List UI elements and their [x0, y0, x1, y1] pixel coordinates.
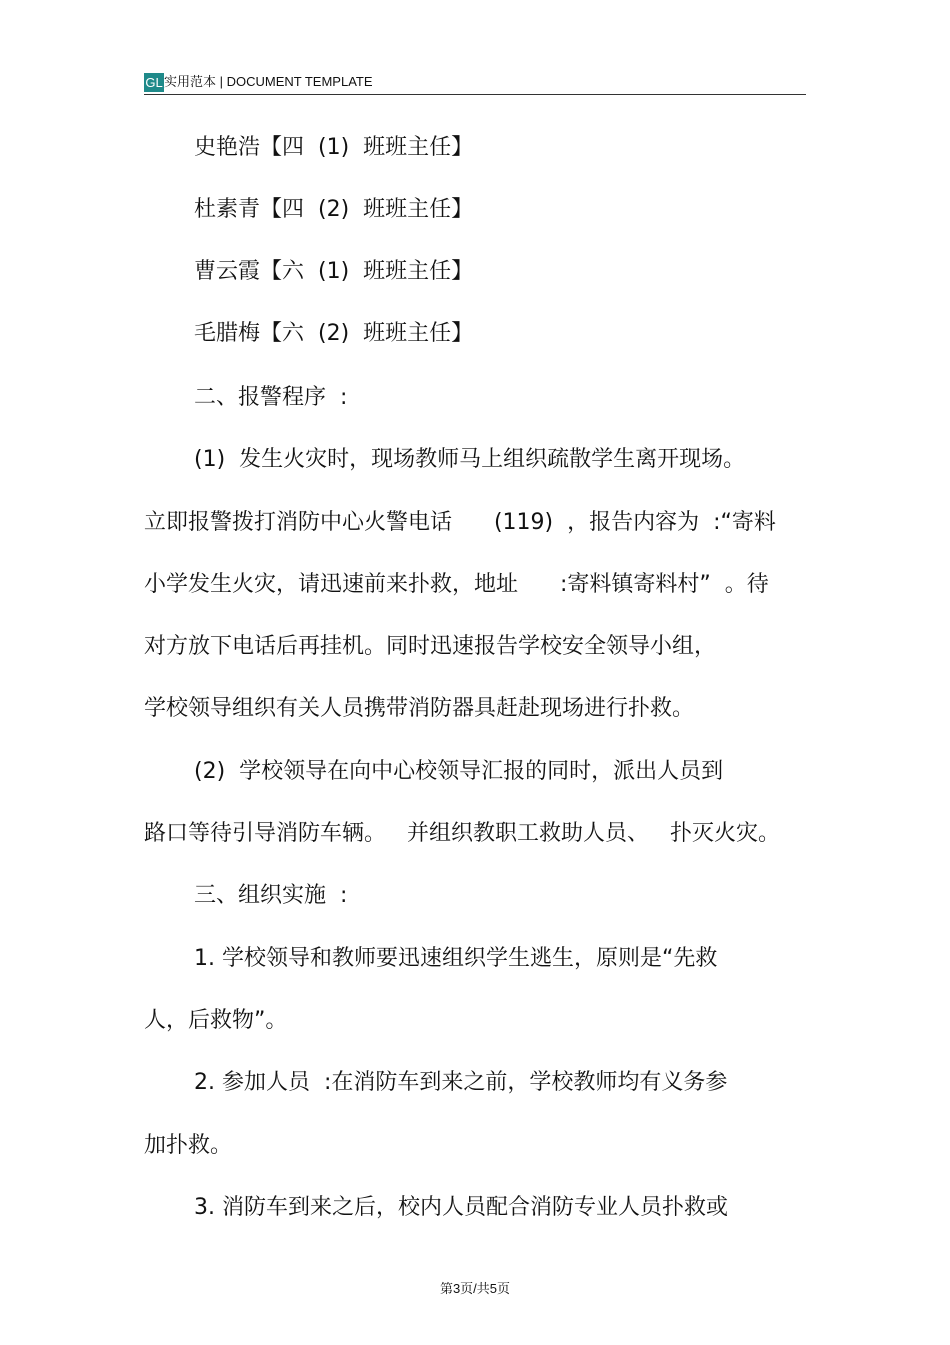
text-line: (2) 学校领导在向中心校领导汇报的同时，派出人员到	[194, 759, 724, 784]
text-line: (1) 发生火灾时，现场教师马上组织疏散学生离开现场。	[194, 447, 746, 472]
text-line: 加扑救。	[144, 1133, 233, 1158]
text-line: 曹云霞【六 (1) 班班主任】	[194, 259, 474, 284]
document-header	[144, 70, 806, 95]
text-line: 人，后救物”。	[144, 1008, 288, 1033]
text-line: 对方放下电话后再挂机。同时迅速报告学校安全领导小组，	[144, 634, 717, 659]
text-line: 学校领导组织有关人员携带消防器具赶赴现场进行扑救。	[144, 696, 695, 721]
text-line: 3. 消防车到来之后，校内人员配合消防专业人员扑救或	[194, 1195, 728, 1220]
text-line: 立即报警拨打消防中心火警电话 (119) ，报告内容为 :“寄料	[144, 510, 776, 535]
text-line: 史艳浩【四 (1) 班班主任】	[194, 135, 474, 160]
text-line: 路口等待引导消防车辆。 并组织教职工救助人员、 扑灭火灾。	[144, 821, 780, 846]
text-line: 小学发生火灾，请迅速前来扑救，地址 :寄料镇寄料村” 。待	[144, 572, 769, 597]
header-title: 实用范本 | DOCUMENT TEMPLATE	[164, 74, 373, 89]
logo: GL	[145, 75, 163, 90]
text-line: 杜素青【四 (2) 班班主任】	[194, 197, 474, 222]
section-heading: 三、组织实施 :	[194, 883, 348, 908]
section-heading: 二、报警程序 :	[194, 385, 348, 410]
page-number: 第3页/共5页	[439, 1281, 511, 1296]
text-line: 毛腊梅【六 (2) 班班主任】	[194, 321, 474, 346]
text-line: 2. 参加人员 :在消防车到来之前，学校教师均有义务参	[194, 1070, 728, 1095]
text-line: 1. 学校领导和教师要迅速组织学生逃生，原则是“先救	[194, 946, 718, 971]
